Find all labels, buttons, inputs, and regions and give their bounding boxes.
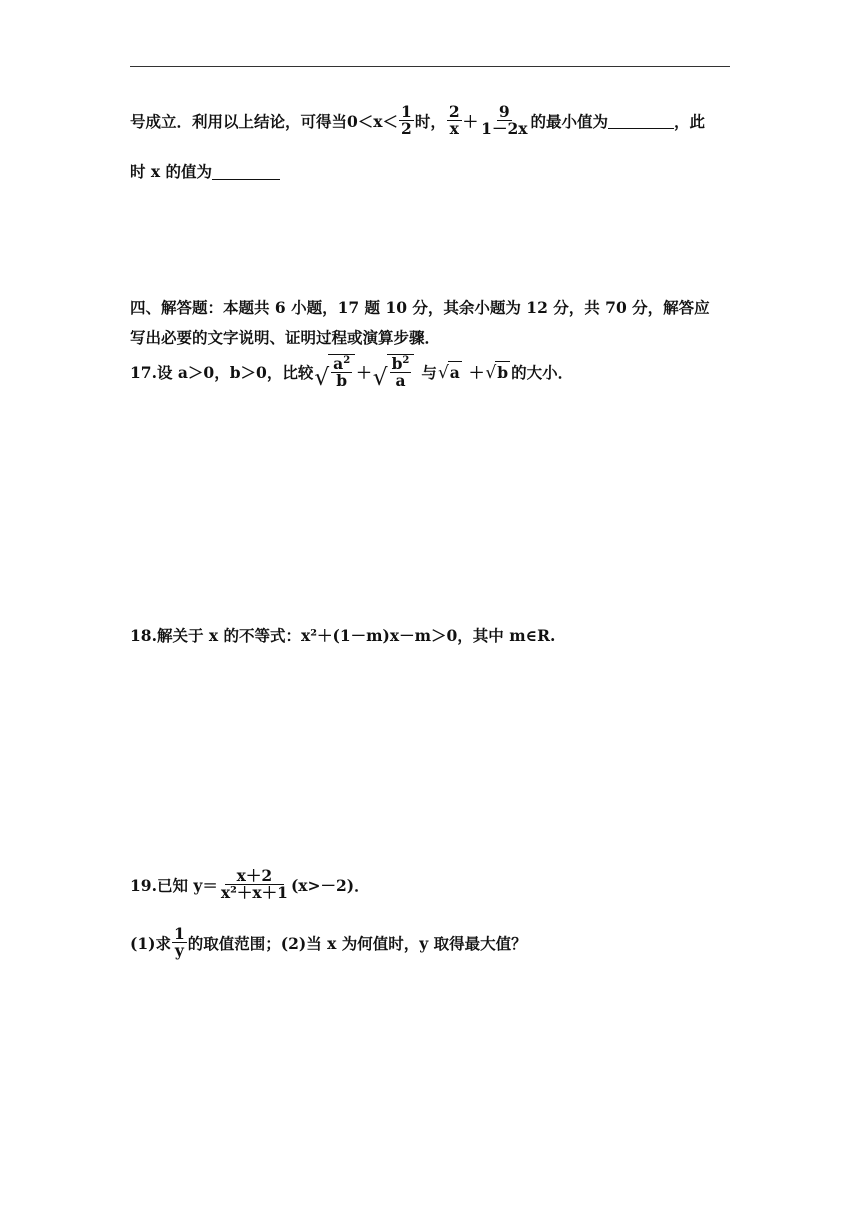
q16-line2-text: 时 x 的值为 — [130, 162, 213, 181]
fraction-b2-over-a — [390, 356, 412, 390]
radical-sign-icon: √ — [485, 363, 497, 384]
fraction-numerator: x＋2 — [225, 868, 285, 885]
fraction-denominator: a — [395, 371, 406, 391]
fraction-numerator: 1 — [173, 924, 185, 943]
sqrt-a2-over-b — [314, 354, 355, 390]
plus-sign: ＋ — [462, 111, 479, 131]
answer-blank-min-value[interactable] — [608, 112, 674, 129]
plus-sign-2: ＋ — [468, 362, 485, 382]
q17-prefix: 17.设 a＞0，b＞0，比较 — [130, 362, 314, 382]
fraction-denominator: y — [174, 941, 184, 961]
fraction-numerator: b — [391, 354, 403, 374]
fraction-1-over-y — [172, 926, 187, 960]
fraction-a2-over-b — [331, 356, 352, 390]
q19-prefix: 19.已知 y＝ — [130, 875, 218, 895]
q16-text-2: 时， — [414, 111, 446, 131]
fraction-numerator: 9 — [498, 102, 510, 121]
fraction-numerator: 2 — [448, 102, 460, 121]
fraction-denominator: b — [336, 371, 348, 391]
answer-blank-x-value[interactable] — [212, 163, 280, 180]
fraction-numerator: 1 — [401, 102, 412, 121]
q19-part1-text: 的取值范围；(2)当 x 为何值时，y 取得最大值？ — [187, 933, 527, 953]
q19-part1-prefix: (1)求 — [130, 933, 171, 953]
q16-text-4: ，此 — [673, 111, 705, 131]
fraction-one-half — [399, 104, 414, 138]
q16-text-1: 号成立．利用以上结论，可得当0＜x＜ — [130, 111, 399, 131]
fraction-denominator: x²＋x＋1 — [220, 883, 288, 903]
question-17 — [130, 354, 573, 390]
question-18 — [130, 624, 555, 646]
radicand-a: a — [449, 363, 460, 383]
sqrt-b2-over-a — [373, 354, 415, 390]
fraction-9-over-1-minus-2x — [479, 104, 529, 138]
q16-line2 — [130, 160, 280, 182]
question-19-line2 — [130, 926, 527, 960]
q17-suffix: 的大小． — [511, 362, 574, 382]
radical-sign-icon: √ — [314, 364, 330, 392]
exponent: 2 — [343, 355, 351, 366]
fraction-numerator: a — [333, 354, 344, 374]
section-heading-text-2: 写出必要的文字说明、证明过程或演算步骤． — [130, 328, 441, 347]
fraction-y-expression — [219, 868, 290, 902]
q18-text: 18.解关于 x 的不等式：x²＋(1－m)x－m＞0，其中 m∈R. — [130, 626, 556, 645]
q16-line1 — [130, 104, 705, 138]
header-rule — [130, 66, 730, 67]
radical-sign-icon: √ — [372, 364, 388, 392]
section-heading-line1 — [130, 296, 710, 318]
section-heading-line2 — [130, 326, 440, 348]
plus-sign: ＋ — [356, 362, 372, 382]
radicand-b: b — [497, 363, 509, 383]
fraction-denominator: 2 — [401, 119, 412, 139]
exponent: 2 — [402, 355, 410, 366]
q17-mid-text: 与 — [421, 362, 437, 382]
radical-sign-icon: √ — [437, 363, 449, 384]
fraction-denominator: x — [449, 119, 459, 139]
sqrt-b — [485, 361, 510, 382]
section-heading-text: 四、解答题：本题共 6 小题，17 题 10 分，其余小题为 12 分，共 70 分，解答应 — [130, 298, 710, 317]
fraction-denominator: 1－2x — [481, 119, 528, 139]
q19-condition: (x>－2)． — [290, 875, 370, 895]
fraction-2-over-x — [447, 104, 462, 138]
sqrt-a — [438, 361, 462, 382]
question-19-line1 — [130, 868, 370, 902]
q16-text-3: 的最小值为 — [530, 111, 608, 131]
